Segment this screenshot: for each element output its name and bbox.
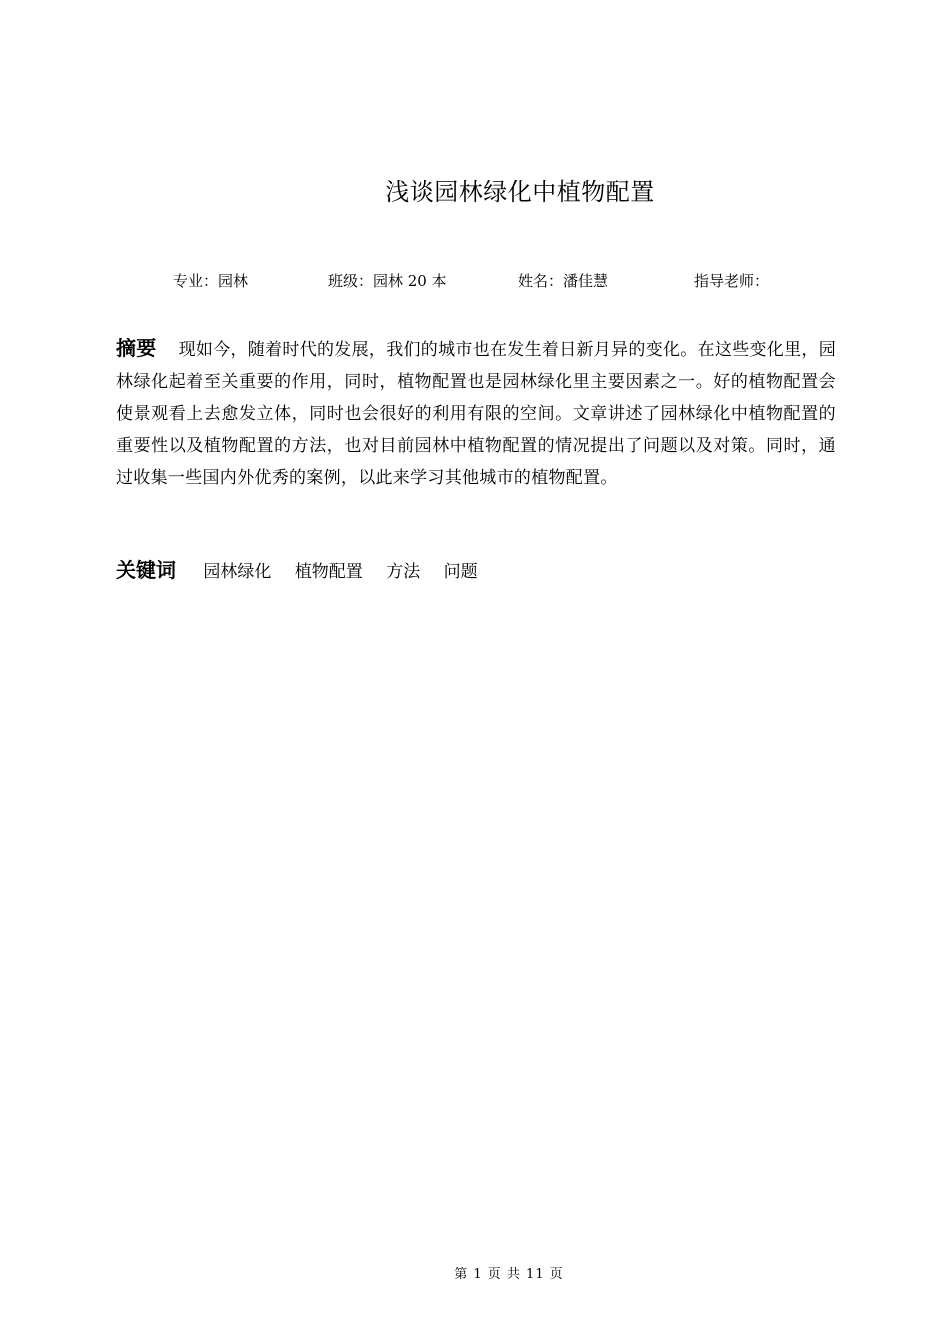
document-title: 浅谈园林绿化中植物配置 <box>385 178 655 206</box>
advisor-field: 指导老师： <box>694 272 770 290</box>
keyword-item: 问题 <box>443 562 478 582</box>
class-field: 班级：园林 20 本 <box>328 272 447 290</box>
abstract-text: 现如今，随着时代的发展，我们的城市也在发生着日新月异的变化。在这些变化里，园林绿化起着至关重要的作用，同时，植物配置也是园林绿化里主要因素之一。好的植物配置会使景观看上去愈发立体，同时也会很好的利用有限的空间。文章讲述了园林绿化中植物配置的重要性以及植物配置的方法，也对目前园林中植物配置的情况提出了问题以及对策。同时，通过收集一些国内外优秀的案例，以此来学习其他城市的植物配置。 <box>116 340 837 488</box>
abstract-label: 摘要 <box>116 336 157 360</box>
page-number-footer: 第 1 页 共 11 页 <box>454 1267 564 1282</box>
keywords-label: 关键词 <box>116 558 176 582</box>
author-meta-line <box>0 270 950 294</box>
keyword-item: 植物配置 <box>294 562 363 582</box>
keyword-item: 方法 <box>386 562 421 582</box>
keyword-item: 园林绿化 <box>203 562 272 582</box>
student-name-field: 姓名：潘佳慧 <box>518 272 609 290</box>
keywords-section <box>116 554 496 588</box>
major-field: 专业：园林 <box>173 272 249 290</box>
abstract-section <box>116 332 836 494</box>
